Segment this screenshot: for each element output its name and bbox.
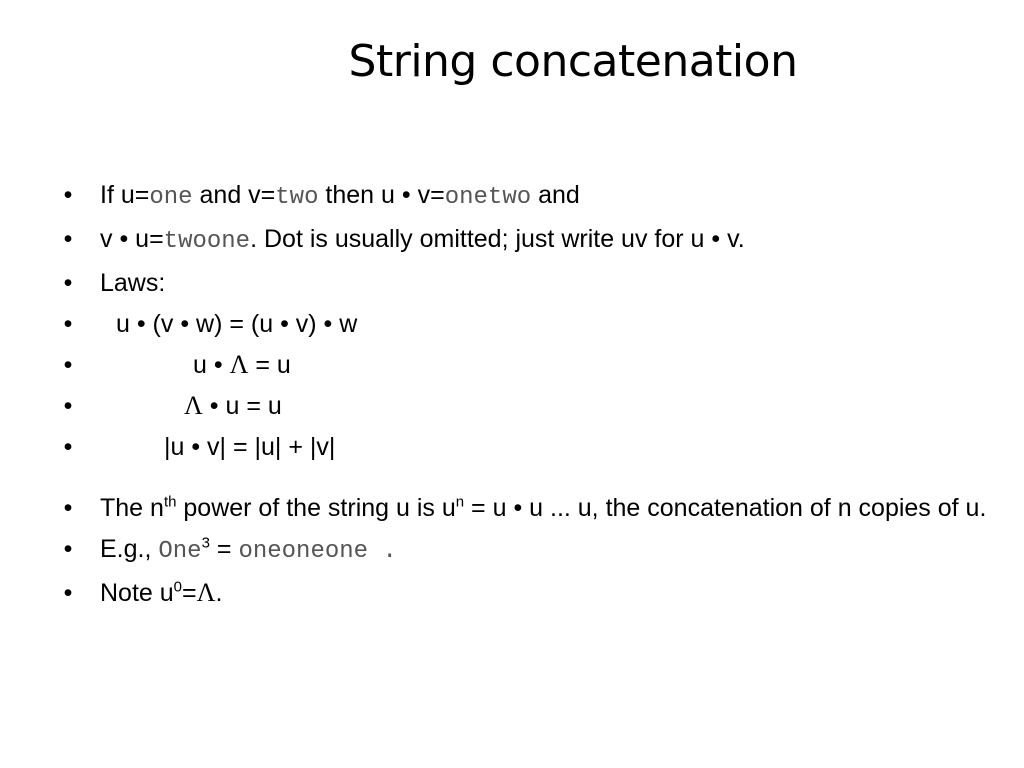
bullet-dot: • — [63, 351, 73, 379]
code-one: one — [149, 184, 193, 211]
text: v. — [720, 225, 745, 253]
code-onetwo: onetwo — [444, 184, 532, 211]
code-one-cap: One — [158, 538, 202, 565]
bullet-dot: • — [63, 392, 73, 420]
text: If u= — [100, 181, 150, 209]
text: v — [100, 225, 120, 253]
lambda-symbol: Λ — [229, 350, 249, 379]
code-two: two — [275, 184, 319, 211]
text: = u — [248, 351, 291, 379]
dot-operator: • — [401, 181, 411, 209]
laws-heading: Laws: — [100, 269, 166, 297]
text: Note u — [100, 579, 174, 607]
bullet-item-associativity — [58, 309, 988, 339]
text: = — [209, 535, 239, 563]
text: power of the string u is u — [176, 494, 456, 522]
code-twoone: twoone — [163, 228, 251, 255]
bullet-item-definition — [58, 180, 988, 213]
bullet-item-laws — [58, 268, 988, 298]
bullet-dot: • — [63, 310, 73, 338]
lambda-symbol: Λ — [184, 391, 203, 420]
dot-operator: • — [119, 225, 129, 253]
text: = u • u ... u, the concatenation of n copies of u. — [464, 494, 987, 522]
text: The n — [100, 494, 164, 522]
dot-operator: • — [711, 225, 721, 253]
bullet-item-right-identity — [58, 350, 988, 380]
text: E.g., — [100, 535, 159, 563]
superscript: th — [163, 493, 177, 511]
superscript: 0 — [173, 578, 183, 596]
bullet-item-power — [58, 493, 988, 523]
law-associativity: u • (v • w) = (u • v) • w — [116, 310, 358, 338]
text: = — [182, 579, 197, 607]
bullet-item-example — [58, 534, 988, 567]
bullet-item-note — [58, 578, 988, 608]
text: . — [215, 579, 223, 607]
text: and v= — [192, 181, 276, 209]
text: u= — [128, 225, 164, 253]
slide-title: String concatenation — [348, 36, 798, 87]
superscript: 3 — [201, 534, 210, 552]
law-length: |u • v| = |u| + |v| — [164, 433, 336, 461]
bullet-item-reverse — [58, 224, 988, 257]
text: u • — [193, 351, 230, 379]
lambda-symbol: Λ — [196, 578, 216, 607]
bullet-dot: • — [63, 579, 73, 607]
bullet-dot: • — [63, 181, 73, 209]
text: • u = u — [202, 392, 282, 420]
text: and — [531, 181, 580, 209]
bullet-dot: • — [63, 269, 73, 297]
code-oneoneone: oneoneone — [238, 538, 369, 565]
bullet-dot: • — [63, 433, 73, 461]
superscript: n — [455, 493, 465, 511]
bullet-item-length — [58, 432, 988, 462]
bullet-dot: • — [63, 535, 73, 563]
bullet-dot: • — [63, 494, 73, 522]
bullet-dot: • — [63, 225, 73, 253]
bullet-item-left-identity — [58, 391, 988, 421]
text: then u — [318, 181, 402, 209]
bullet-list — [58, 180, 988, 619]
text: . Dot is usually omitted; just write uv for u — [250, 225, 712, 253]
text: v= — [410, 181, 445, 209]
text: . — [368, 538, 397, 565]
